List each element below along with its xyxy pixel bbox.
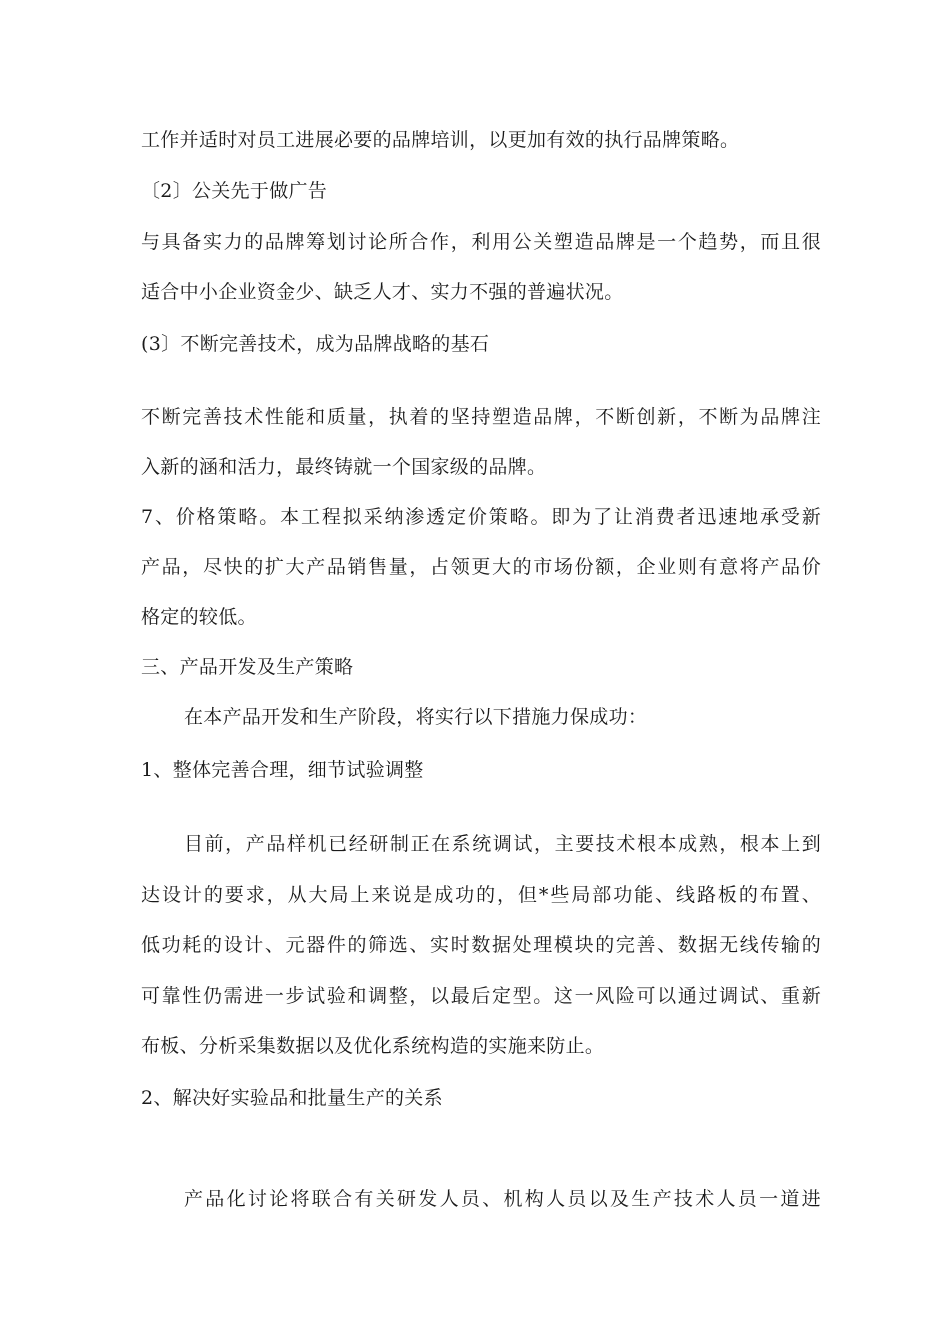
section-heading: (3〕不断完善技术，成为品牌战略的基石 <box>141 333 490 355</box>
paragraph-line: 入新的涵和活力，最终铸就一个国家级的品牌。 <box>141 456 547 478</box>
paragraph-line: 不断完善技术性能和质量，执着的坚持塑造品牌，不断创新，不断为品牌注 <box>141 406 821 428</box>
paragraph-line: 7、价格策略。本工程拟采纳渗透定价策略。即为了让消费者迅速地承受新 <box>141 506 821 528</box>
paragraph-line: 在本产品开发和生产阶段，将实行以下措施力保成功： <box>184 706 648 728</box>
paragraph-line: 可靠性仍需进一步试验和调整，以最后定型。这一风险可以通过调试、重新 <box>141 985 821 1007</box>
paragraph-line: 产品，尽快的扩大产品销售量，占领更大的市场份额，企业则有意将产品价 <box>141 556 821 578</box>
paragraph-line: 与具备实力的品牌筹划讨论所合作，利用公关塑造品牌是一个趋势，而且很 <box>141 231 821 253</box>
paragraph-line: 达设计的要求，从大局上来说是成功的，但*些局部功能、线路板的布置、 <box>141 884 821 906</box>
paragraph-line: 布板、分析采集数据以及优化系统构造的实施来防止。 <box>141 1035 605 1057</box>
paragraph-line: 产品化讨论将联合有关研发人员、机构人员以及生产技术人员一道进 <box>184 1188 821 1210</box>
paragraph-line: 低功耗的设计、元器件的筛选、实时数据处理模块的完善、数据无线传输的 <box>141 934 821 956</box>
paragraph-line: 格定的较低。 <box>141 606 257 628</box>
paragraph-line: 适合中小企业资金少、缺乏人才、实力不强的普遍状况。 <box>141 281 624 303</box>
section-heading: 2、解决好实验品和批量生产的关系 <box>141 1087 443 1109</box>
section-heading: 〔2〕公关先于做广告 <box>141 180 328 202</box>
paragraph-line: 工作并适时对员工进展必要的品牌培训，以更加有效的执行品牌策略。 <box>141 129 740 151</box>
paragraph-line: 目前，产品样机已经研制正在系统调试，主要技术根本成熟，根本上到 <box>184 833 821 855</box>
section-heading: 三、产品开发及生产策略 <box>141 656 354 678</box>
section-heading: 1、整体完善合理，细节试验调整 <box>141 759 424 781</box>
